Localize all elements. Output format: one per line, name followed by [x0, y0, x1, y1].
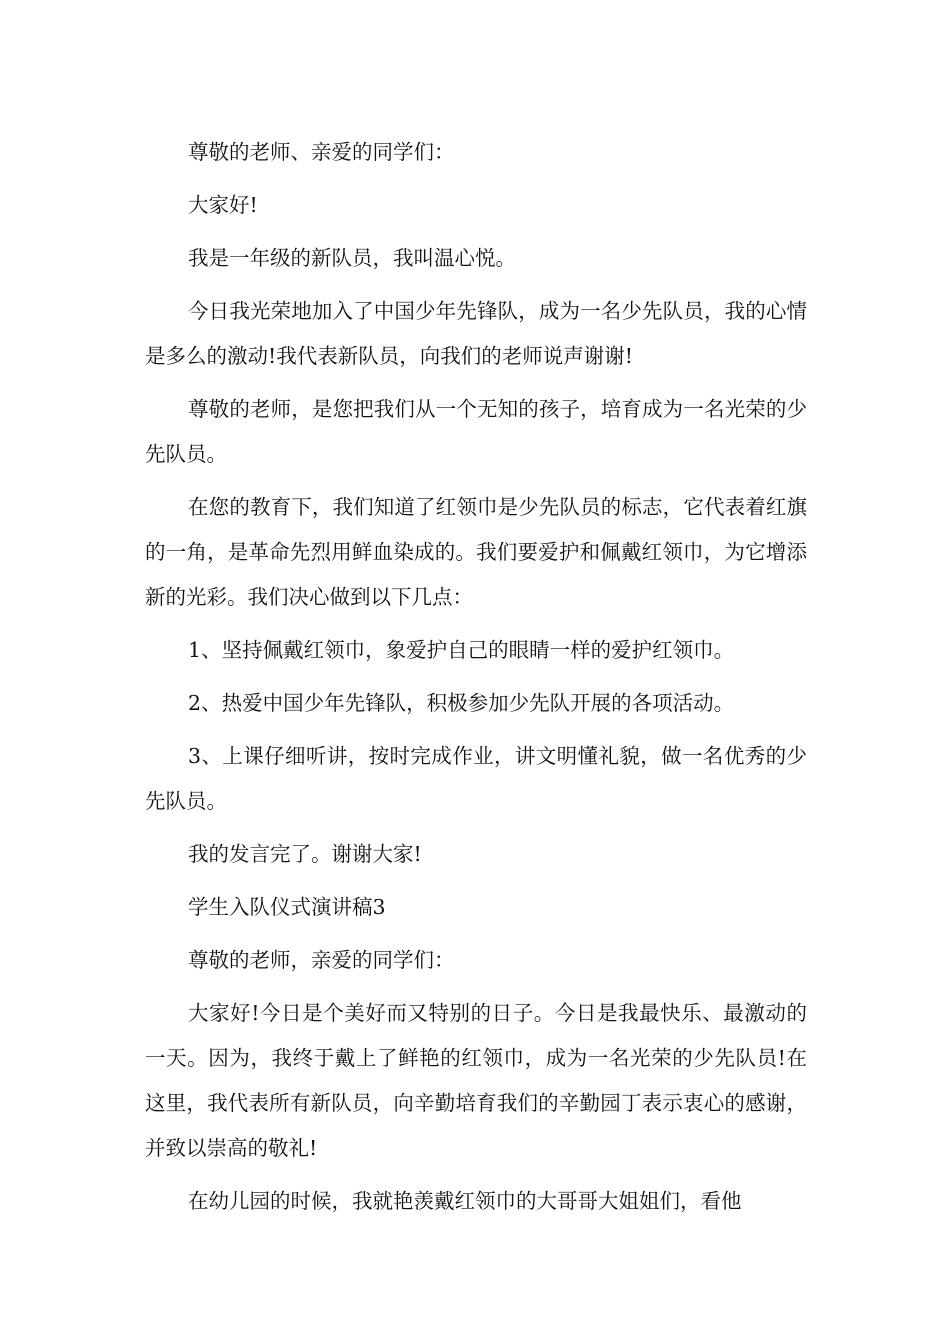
list-item-paragraph: 1、坚持佩戴红领巾，象爱护自己的眼睛一样的爱护红领巾。 — [188, 638, 735, 662]
closing-paragraph: 我的发言完了。谢谢大家! — [188, 842, 422, 866]
greeting-paragraph: 尊敬的老师、亲爱的同学们： — [188, 140, 455, 164]
document-body — [145, 130, 807, 1232]
body-paragraph: 尊敬的老师，是您把我们从一个无知的孩子，培育成为一名光荣的少先队员。 — [145, 397, 807, 466]
list-item-paragraph: 2、热爱中国少年先锋队，积极参加少先队开展的各项活动。 — [188, 691, 735, 715]
intro-paragraph: 我是一年级的新队员，我叫温心悦。 — [188, 246, 517, 270]
greeting-paragraph: 尊敬的老师，亲爱的同学们： — [188, 948, 455, 972]
list-item-paragraph: 3、上课仔细听讲，按时完成作业，讲文明懂礼貌，做一名优秀的少先队员。 — [145, 744, 807, 813]
hello-paragraph: 大家好! — [188, 193, 258, 217]
body-paragraph: 在幼儿园的时候，我就艳羡戴红领巾的大哥哥大姐姐们，看他 — [188, 1189, 742, 1213]
body-paragraph: 大家好!今日是个美好而又特别的日子。今日是我最快乐、最激动的一天。因为，我终于戴上了鲜艳的红领巾，成为一名光荣的少先队员!在这里，我代表所有新队员，向辛勤培育我们的辛勤园丁表示衷心的感谢，并致以崇高的敬礼! — [145, 1001, 807, 1160]
body-paragraph: 今日我光荣地加入了中国少年先锋队，成为一名少先队员，我的心情是多么的激动!我代表新队员，向我们的老师说声谢谢! — [145, 299, 807, 368]
section-title: 学生入队仪式演讲稿3 — [188, 895, 386, 919]
body-paragraph: 在您的教育下，我们知道了红领巾是少先队员的标志，它代表着红旗的一角，是革命先烈用鲜血染成的。我们要爱护和佩戴红领巾，为它增添新的光彩。我们决心做到以下几点： — [145, 495, 807, 609]
